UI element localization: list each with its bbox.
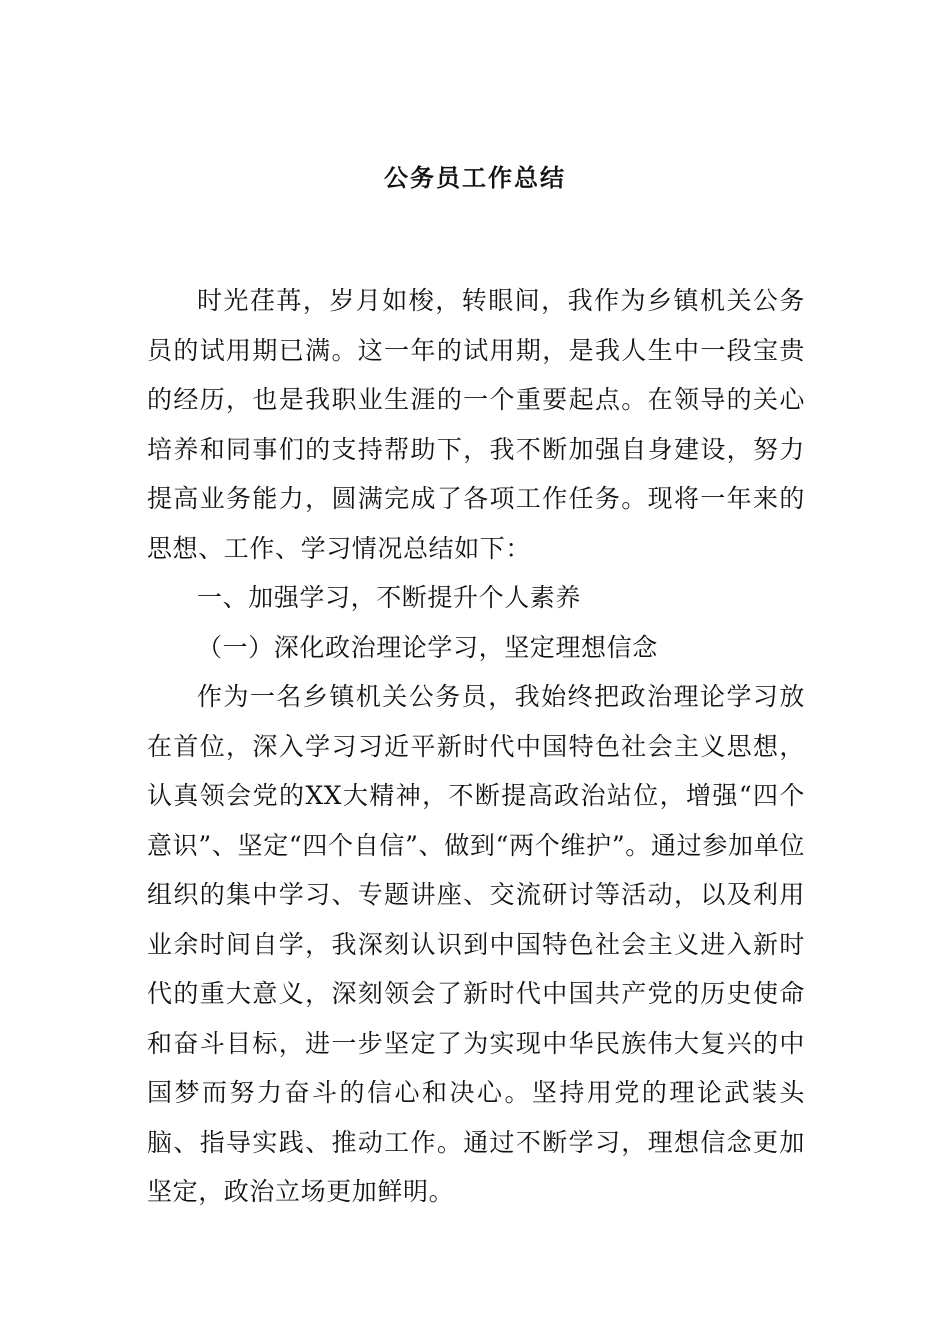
intro-paragraph: 时光荏苒，岁月如梭，转眼间，我作为乡镇机关公务员的试用期已满。这一年的试用期，是我人生中一段宝贵的经历，也是我职业生涯的一个重要起点。在领导的关心培养和同事们的支持帮助下，我不断加强自身建设，努力提高业务能力，圆满完成了各项工作任务。现将一年来的思想、工作、学习情况总结如下：	[147, 286, 805, 563]
section-heading-1: 一、加强学习，不断提升个人素养	[197, 583, 582, 612]
body-paragraph: 作为一名乡镇机关公务员，我始终把政治理论学习放在首位，深入学习习近平新时代中国特色社会主义思想，认真领会党的XX大精神，不断提高政治站位，增强“四个意识”、坚定“四个自信”、做到“两个维护”。通过参加单位组织的集中学习、专题讲座、交流研讨等活动，以及利用业余时间自学，我深刻认识到中国特色社会主义进入新时代的重大意义，深刻领会了新时代中国共产党的历史使命和奋斗目标，进一步坚定了为实现中华民族伟大复兴的中国梦而努力奋斗的信心和决心。坚持用党的理论武装头脑、指导实践、推动工作。通过不断学习，理想信念更加坚定，政治立场更加鲜明。	[147, 682, 805, 1206]
document-body	[147, 276, 805, 1217]
subsection-heading-1: （一）深化政治理论学习，坚定理想信念	[197, 632, 658, 662]
document-title: 公务员工作总结	[384, 164, 566, 192]
